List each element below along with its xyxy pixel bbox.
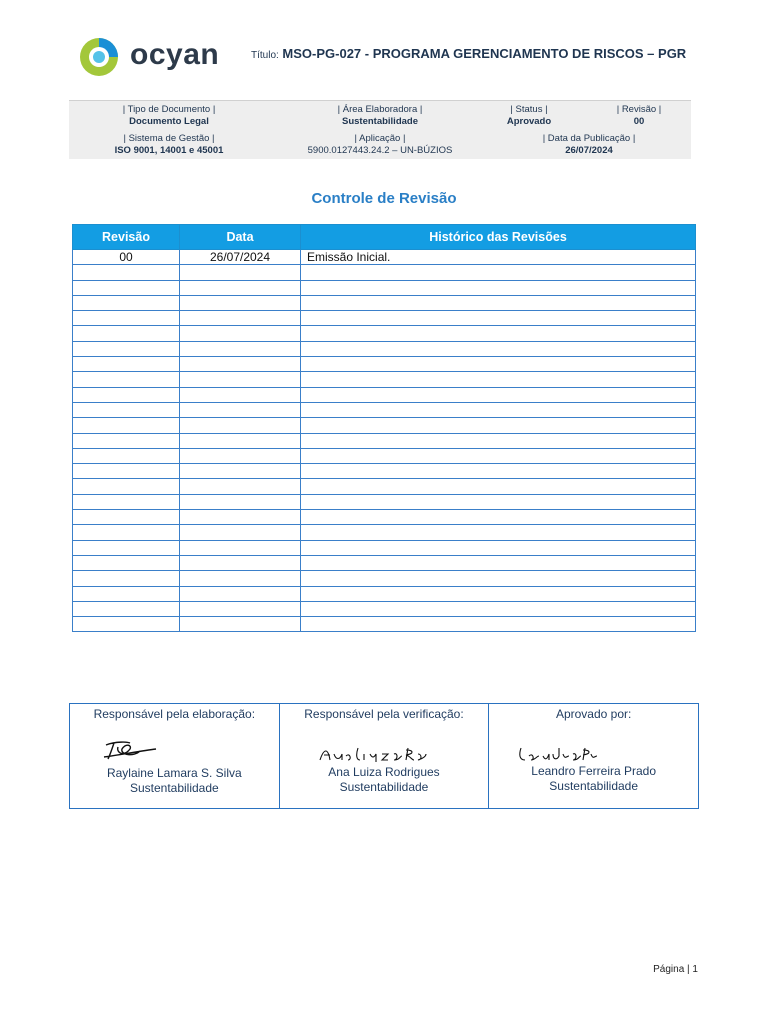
cell-data: [180, 387, 301, 402]
meta-sistema-value: ISO 9001, 14001 e 45001: [114, 145, 224, 156]
cell-historico: [301, 571, 696, 586]
cell-data: [180, 357, 301, 372]
page-number: Página | 1: [653, 964, 698, 975]
meta-status-label: | Status |: [510, 104, 548, 115]
cell-data: [180, 326, 301, 341]
signature-verificacao-block: [280, 765, 489, 795]
cell-data: [180, 265, 301, 280]
table-row: [73, 464, 696, 479]
cell-historico: [301, 433, 696, 448]
table-row: [73, 357, 696, 372]
cell-historico: [301, 464, 696, 479]
table-row: [73, 402, 696, 417]
cell-historico: [301, 387, 696, 402]
title-label: Título:: [251, 50, 279, 61]
cell-revisao: [73, 601, 180, 616]
cell-revisao: [73, 571, 180, 586]
signature-elaboracao-name: Raylaine Lamara S. Silva: [106, 766, 242, 780]
signature-verificacao-dept: Sustentabilidade: [339, 780, 429, 794]
signature-elaboracao-header: Responsável pela elaboração:: [93, 707, 256, 721]
cell-historico: Emissão Inicial.: [301, 250, 696, 265]
signature-verificacao-header: Responsável pela verificação:: [304, 707, 464, 721]
cell-revisao: [73, 341, 180, 356]
table-row: [73, 326, 696, 341]
cell-data: 26/07/2024: [180, 250, 301, 265]
table-row: [73, 311, 696, 326]
table-row: [73, 295, 696, 310]
signature-verificacao: [279, 704, 489, 809]
signature-aprovacao-block: [489, 764, 698, 794]
table-row: [73, 617, 696, 632]
meta-area: [295, 104, 465, 128]
cell-data: [180, 464, 301, 479]
cell-historico: [301, 525, 696, 540]
cell-data: [180, 402, 301, 417]
cell-data: [180, 311, 301, 326]
cell-revisao: [73, 525, 180, 540]
signature-elaboracao-image: [100, 735, 174, 763]
cell-historico: [301, 265, 696, 280]
cell-historico: [301, 540, 696, 555]
cell-revisao: [73, 510, 180, 525]
revision-control-title: Controle de Revisão: [311, 190, 457, 207]
meta-aplicacao-value: 5900.0127443.24.2 – UN-BÚZIOS: [307, 145, 453, 156]
meta-tipo-value: Documento Legal: [129, 116, 209, 127]
cell-data: [180, 479, 301, 494]
cell-revisao: [73, 479, 180, 494]
cell-revisao: [73, 372, 180, 387]
table-row: [73, 448, 696, 463]
cell-historico: [301, 326, 696, 341]
meta-revisao: [604, 104, 674, 128]
meta-sistema-label: | Sistema de Gestão |: [123, 133, 215, 144]
cell-historico: [301, 510, 696, 525]
cell-data: [180, 601, 301, 616]
meta-status-value: Aprovado: [506, 116, 552, 127]
cell-historico: [301, 372, 696, 387]
cell-historico: [301, 494, 696, 509]
table-row: [73, 601, 696, 616]
column-header-historico: Histórico das Revisões: [301, 225, 696, 250]
signature-elaboracao-block: [70, 766, 279, 796]
meta-tipo: [89, 104, 249, 128]
cell-revisao: [73, 326, 180, 341]
cell-data: [180, 280, 301, 295]
ocyan-logo: [78, 36, 218, 78]
cell-historico: [301, 341, 696, 356]
cell-data: [180, 295, 301, 310]
meta-aplicacao: [285, 133, 475, 157]
cell-revisao: [73, 555, 180, 570]
column-header-revisao: Revisão: [73, 225, 180, 250]
cell-revisao: [73, 387, 180, 402]
table-row: [73, 418, 696, 433]
meta-revisao-value: 00: [633, 116, 645, 127]
cell-historico: [301, 357, 696, 372]
meta-data-value: 26/07/2024: [565, 145, 613, 156]
document-metadata: [69, 100, 691, 159]
table-row: [73, 555, 696, 570]
table-row: [73, 433, 696, 448]
cell-data: [180, 510, 301, 525]
revision-table: [72, 224, 696, 632]
table-row: [73, 372, 696, 387]
cell-revisao: [73, 494, 180, 509]
table-row: [73, 479, 696, 494]
table-row: [73, 341, 696, 356]
meta-data-label: | Data da Publicação |: [542, 133, 636, 144]
logo-wordmark: ocyan: [130, 38, 220, 71]
cell-data: [180, 540, 301, 555]
cell-revisao: 00: [73, 250, 180, 265]
cell-historico: [301, 601, 696, 616]
cell-historico: [301, 586, 696, 601]
signature-elaboracao: [70, 704, 280, 809]
meta-data: [529, 133, 649, 157]
signature-aprovacao: [489, 704, 699, 809]
cell-data: [180, 418, 301, 433]
meta-sistema: [89, 133, 249, 157]
cell-revisao: [73, 540, 180, 555]
table-row: [73, 571, 696, 586]
cell-data: [180, 448, 301, 463]
signature-verificacao-name: Ana Luiza Rodrigues: [328, 765, 440, 779]
cell-revisao: [73, 311, 180, 326]
signature-table: [69, 703, 699, 809]
cell-data: [180, 372, 301, 387]
title-text: MSO-PG-027 - PROGRAMA GERENCIAMENTO DE RISCOS – PGR: [282, 46, 687, 61]
meta-aplicacao-label: | Aplicação |: [354, 133, 406, 144]
meta-revisao-label: | Revisão |: [616, 104, 662, 115]
cell-data: [180, 555, 301, 570]
signature-aprovacao-image: [517, 744, 601, 764]
meta-tipo-label: | Tipo de Documento |: [122, 104, 216, 115]
cell-data: [180, 494, 301, 509]
table-row: [73, 280, 696, 295]
table-row: [73, 540, 696, 555]
cell-historico: [301, 280, 696, 295]
ocyan-logo-icon: [78, 36, 122, 78]
meta-area-value: Sustentabilidade: [341, 116, 418, 127]
cell-historico: [301, 418, 696, 433]
cell-historico: [301, 402, 696, 417]
column-header-data: Data: [180, 225, 301, 250]
table-row: [73, 586, 696, 601]
table-row: [73, 510, 696, 525]
cell-data: [180, 571, 301, 586]
cell-revisao: [73, 464, 180, 479]
cell-revisao: [73, 402, 180, 417]
signature-verificacao-image: [318, 744, 428, 764]
cell-revisao: [73, 357, 180, 372]
cell-data: [180, 525, 301, 540]
cell-historico: [301, 448, 696, 463]
meta-status: [489, 104, 569, 128]
cell-revisao: [73, 418, 180, 433]
document-title: [251, 46, 686, 61]
cell-revisao: [73, 280, 180, 295]
cell-data: [180, 586, 301, 601]
meta-area-label: | Área Elaboradora |: [337, 104, 423, 115]
cell-historico: [301, 479, 696, 494]
table-row: [73, 387, 696, 402]
cell-data: [180, 617, 301, 632]
cell-revisao: [73, 295, 180, 310]
signature-aprovacao-name: Leandro Ferreira Prado: [531, 764, 657, 778]
signature-aprovacao-header: Aprovado por:: [555, 707, 632, 721]
cell-historico: [301, 295, 696, 310]
cell-historico: [301, 555, 696, 570]
table-row: [73, 250, 696, 265]
cell-historico: [301, 311, 696, 326]
revision-table-header: [73, 225, 696, 250]
signature-aprovacao-dept: Sustentabilidade: [549, 779, 639, 793]
cell-data: [180, 341, 301, 356]
table-row: [73, 265, 696, 280]
cell-revisao: [73, 433, 180, 448]
cell-historico: [301, 617, 696, 632]
cell-revisao: [73, 448, 180, 463]
table-row: [73, 525, 696, 540]
signature-elaboracao-dept: Sustentabilidade: [129, 781, 219, 795]
cell-data: [180, 433, 301, 448]
table-row: [73, 494, 696, 509]
cell-revisao: [73, 617, 180, 632]
cell-revisao: [73, 265, 180, 280]
cell-revisao: [73, 586, 180, 601]
